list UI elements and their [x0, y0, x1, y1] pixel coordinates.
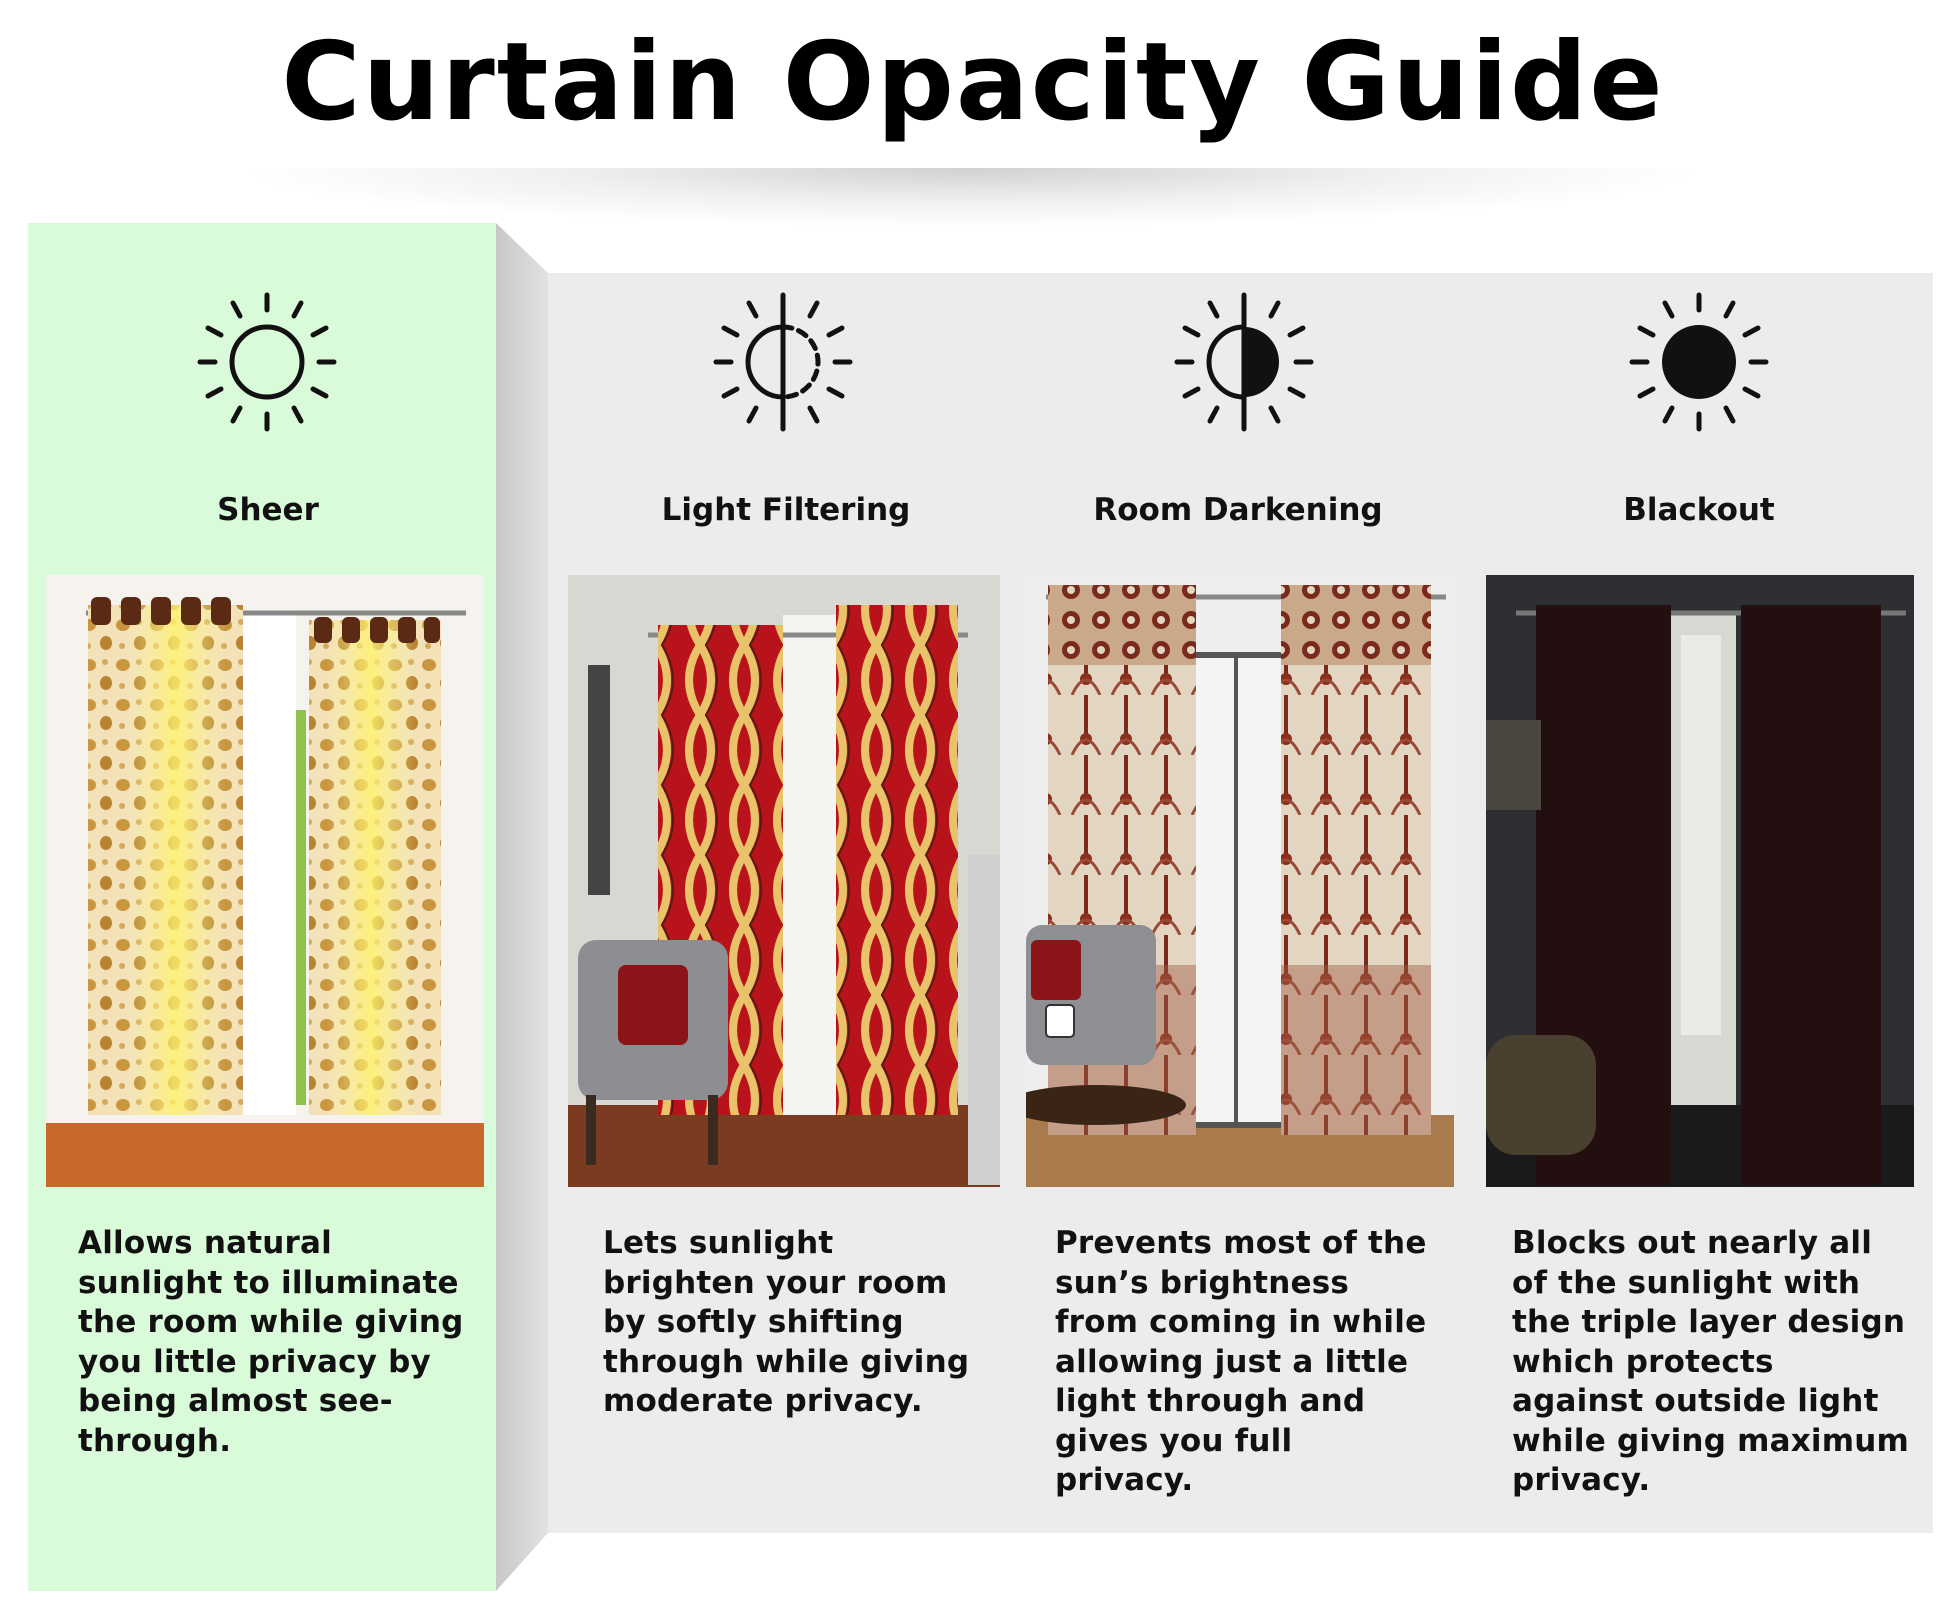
page-title: Curtain Opacity Guide — [281, 20, 1665, 145]
opacity-label-blackout: Blackout — [1623, 492, 1775, 528]
title-shadow — [230, 168, 1710, 228]
sheer-curtain-image — [46, 575, 484, 1187]
light-filtering-curtain-image — [568, 575, 1000, 1187]
panel-bevel — [496, 223, 548, 1591]
sun-filled-icon — [1629, 292, 1769, 432]
room-darkening-curtain-image — [1026, 575, 1454, 1187]
opacity-label-room-darkening: Room Darkening — [1093, 492, 1383, 528]
opacity-label-light-filtering: Light Filtering — [661, 492, 911, 528]
opacity-label-sheer: Sheer — [217, 492, 319, 528]
description-room-darkening: Prevents most of the sun’s brightness from coming in while allowing just a little light through and gives you full privacy. — [1055, 1225, 1427, 1498]
blackout-curtain-image — [1486, 575, 1914, 1187]
sun-outline-icon — [197, 292, 337, 432]
sun-half-filled-icon — [1174, 292, 1314, 432]
description-light-filtering: Lets sunlight brighten your room by softly shifting through while giving moderate privacy. — [603, 1225, 970, 1419]
sun-half-dashed-icon — [713, 292, 853, 432]
description-sheer: Allows natural sunlight to illuminate the room while giving you little privacy by being almost see-through. — [78, 1225, 464, 1459]
description-blackout: Blocks out nearly all of the sunlight with the triple layer design which protects against outside light while giving maximum privacy. — [1512, 1225, 1909, 1498]
